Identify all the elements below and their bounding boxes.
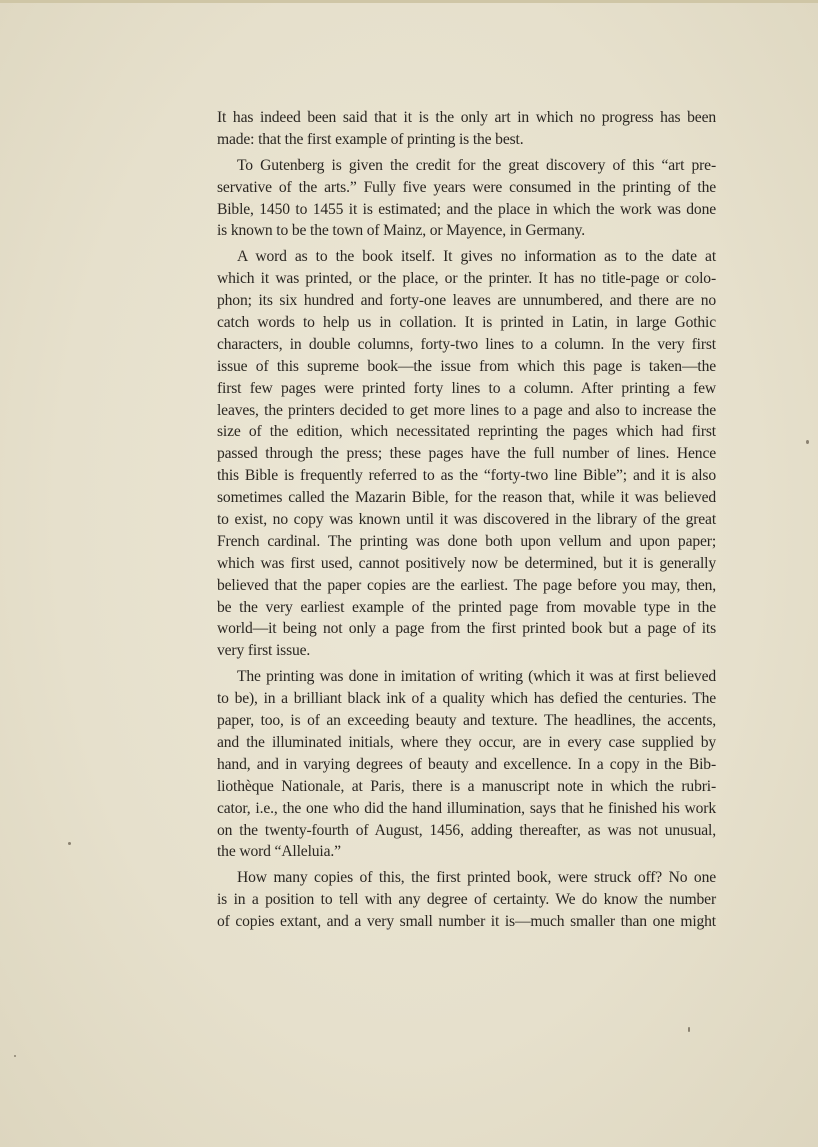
- text-line: this Bible is frequently referred to as the “forty-two line Bible”; and it is also: [217, 467, 716, 485]
- paper-speck: [688, 1027, 690, 1032]
- text-line: A word as to the book itself. It gives no information as to the date at: [237, 248, 716, 266]
- paragraph: [217, 867, 716, 933]
- text-line: of copies extant, and a very small number it is—much smaller than one might: [217, 913, 716, 931]
- text-line: issue of this supreme book—the issue from which this page is taken—the: [217, 357, 716, 375]
- text-line: cator, i.e., the one who did the hand illumination, says that he finished his work: [217, 799, 716, 817]
- text-line: How many copies of this, the first printed book, were struck off? No one: [237, 869, 716, 887]
- text-line: to exist, no copy was known until it was discovered in the library of the great: [217, 511, 716, 529]
- text-line: The printing was done in imitation of writing (which it was at first believed: [237, 668, 716, 686]
- paper-speck: [68, 842, 71, 845]
- text-line: is known to be the town of Mainz, or Mayence, in Germany.: [217, 222, 586, 240]
- text-line: sometimes called the Mazarin Bible, for the reason that, while it was believed: [217, 489, 716, 507]
- text-line: which it was printed, or the place, or the printer. It has no title-page or colo-: [217, 270, 716, 288]
- paragraph: [217, 155, 716, 243]
- text-line: be the very earliest example of the printed page from movable type in the: [217, 598, 716, 616]
- body-text: [217, 107, 716, 933]
- text-line: To Gutenberg is given the credit for the great discovery of this “art pre-: [237, 156, 716, 174]
- text-line: It has indeed been said that it is the only art in which no progress has been: [217, 109, 716, 126]
- text-line: French cardinal. The printing was done both upon vellum and upon paper;: [217, 532, 716, 550]
- text-line: believed that the paper copies are the earliest. The page before you may, then,: [217, 576, 716, 594]
- text-line: and the illuminated initials, where they occur, are in every case supplied by: [217, 733, 716, 751]
- paper-speck: [14, 1055, 16, 1057]
- paper-speck: [806, 440, 809, 444]
- text-line: the word “Alleluia.”: [217, 843, 341, 861]
- text-line: which was first used, cannot positively now be determined, but it is generally: [217, 554, 716, 572]
- paragraph: [217, 107, 716, 151]
- text-line: hand, and in varying degrees of beauty and excellence. In a copy in the Bib-: [217, 755, 716, 773]
- text-line: phon; its six hundred and forty-one leaves are unnumbered, and there are no: [217, 292, 716, 310]
- text-line: passed through the press; these pages have the full number of lines. Hence: [217, 445, 716, 463]
- text-line: liothèque Nationale, at Paris, there is a manuscript note in which the rubri-: [217, 777, 716, 795]
- paragraph: [217, 246, 716, 662]
- paragraph: [217, 666, 716, 863]
- text-line: made: that the first example of printing is the best.: [217, 130, 524, 148]
- text-line: is in a position to tell with any degree of certainty. We do know the number: [217, 891, 716, 909]
- text-line: size of the edition, which necessitated reprinting the pages which had first: [217, 423, 716, 441]
- text-line: very first issue.: [217, 642, 311, 660]
- text-line: to be), in a brilliant black ink of a quality which has defied the centuries. The: [217, 690, 716, 708]
- text-line: paper, too, is of an exceeding beauty and texture. The headlines, the accents,: [217, 712, 716, 730]
- page-top-edge: [0, 0, 818, 3]
- text-line: world—it being not only a page from the first printed book but a page of its: [217, 620, 716, 638]
- text-line: on the twenty-fourth of August, 1456, adding thereafter, as was not unusual,: [217, 821, 716, 839]
- text-line: catch words to help us in collation. It is printed in Latin, in large Gothic: [217, 314, 716, 332]
- text-line: leaves, the printers decided to get more lines to a page and also to increase the: [217, 401, 716, 419]
- text-line: characters, in double columns, forty-two lines to a column. In the very first: [217, 335, 716, 353]
- text-line: Bible, 1450 to 1455 it is estimated; and the place in which the work was done: [217, 200, 716, 218]
- text-line: servative of the arts.” Fully five years were consumed in the printing of the: [217, 178, 716, 196]
- text-line: first few pages were printed forty lines to a column. After printing a few: [217, 379, 716, 397]
